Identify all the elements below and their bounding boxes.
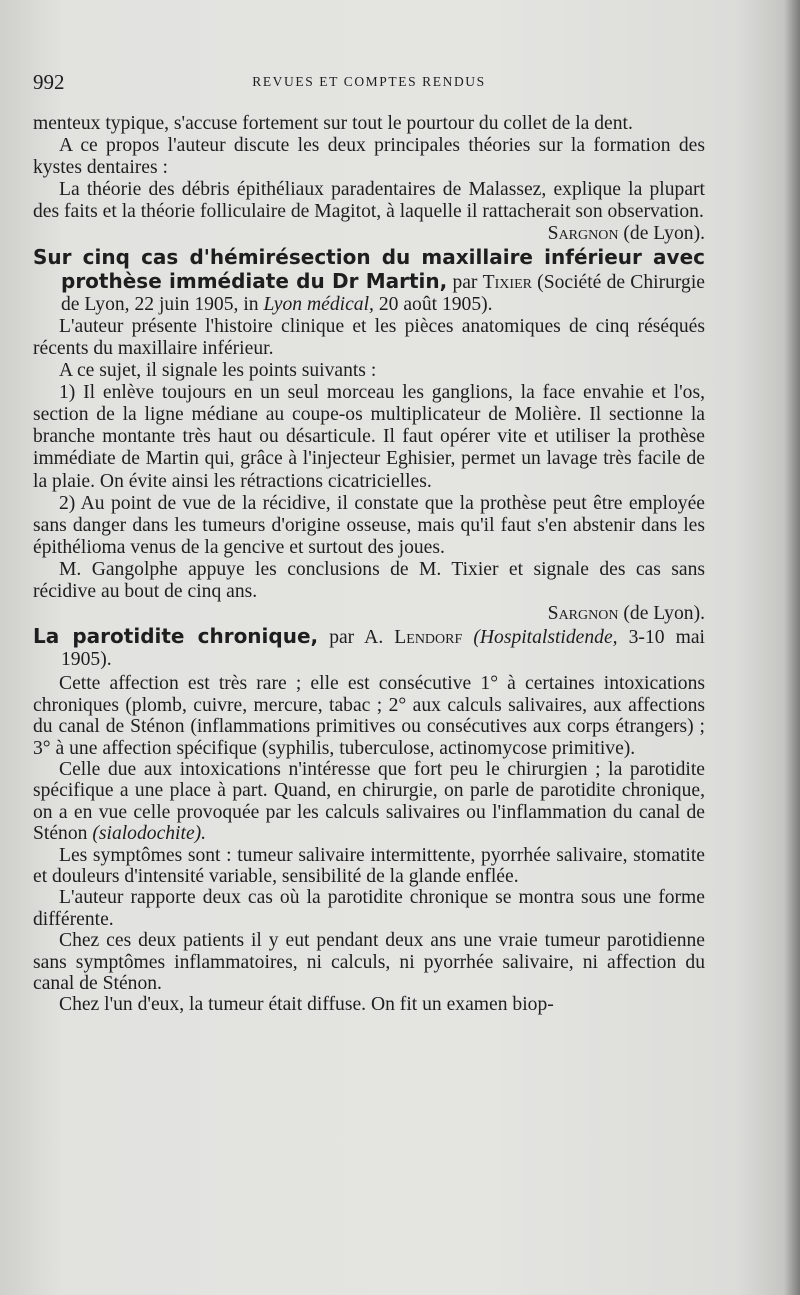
article3-paragraph-3: Les symptômes sont : tumeur salivaire intermittente, pyorrhée salivaire, stomatite et douleurs d'intensité variable, sensibilité de la glande enflée. bbox=[33, 844, 705, 887]
signature-name: Sargnon bbox=[547, 223, 619, 245]
article3-paragraph-5: Chez ces deux patients il y eut pendant deux ans une vraie tumeur parotidienne sans symptômes inflammatoires, ni calculs, ni pyorrhée salivaire, ni affection du canal de Sténon. bbox=[33, 930, 705, 995]
page-number: 992 bbox=[33, 70, 65, 94]
article3-paragraph-2-text: Celle due aux intoxications n'intéresse que fort peu le chirurgien ; la parotidite spécifique a une place à part. Quand, en chirurgie, on parle de parotidite chronique, on a en vue celle provoquée par les calculs salivaires ou l'inflammation du canal de Sténon bbox=[33, 758, 705, 845]
article2-title: Sur cinq cas d'hémirésection du maxillaire inférieur avec prothèse immédiate du Dr Martin, bbox=[33, 244, 705, 293]
page-edge-shadow bbox=[784, 0, 800, 1295]
article2-ref-journal: Lyon médical, bbox=[263, 293, 374, 315]
page-body bbox=[33, 113, 705, 1016]
article2-paragraph-4: 2) Au point de vue de la récidive, il constate que la prothèse peut être employée sans danger dans les tumeurs d'origine osseuse, mais qu'il faut s'en abstenir dans les épithélioma venus de la gencive et surtout des joues. bbox=[33, 492, 705, 558]
article1-paragraph-2: A ce propos l'auteur discute les deux principales théories sur la formation des kystes dentaires : bbox=[33, 135, 705, 179]
article2-ref-date: 20 août 1905). bbox=[378, 293, 493, 315]
article2-ref-rest: (Société de Chirurgie de Lyon, 22 juin 1905, in bbox=[61, 271, 705, 315]
article3-paragraph-4: L'auteur rapporte deux cas où la parotidite chronique se montra sous une forme différente. bbox=[33, 887, 705, 930]
article2-ref-par: par bbox=[452, 271, 478, 293]
article1-paragraph-1: menteux typique, s'accuse fortement sur tout le pourtour du collet de la dent. bbox=[33, 113, 633, 134]
article2-heading bbox=[33, 246, 705, 316]
article1-paragraph-3-text: La théorie des débris épithéliaux paradentaires de Malassez, explique la plupart des faits et la théorie folliculaire de Magitot, à laquelle il rattacherait son observation. bbox=[33, 179, 705, 223]
article3-paragraph-2-term: (sialodochite). bbox=[92, 823, 207, 845]
running-head: REVUES ET COMPTES RENDUS bbox=[252, 74, 486, 89]
article3-paragraph-6: Chez l'un d'eux, la tumeur était diffuse. On fit un examen biop- bbox=[59, 994, 554, 1016]
article1-paragraph-3 bbox=[33, 179, 705, 223]
article3-ref-author: Lendorf bbox=[394, 627, 463, 649]
page-header bbox=[33, 70, 705, 100]
article3-body bbox=[33, 673, 705, 1016]
article2-paragraph-2: A ce sujet, il signale les points suivants : bbox=[59, 360, 377, 382]
signature-place: (de Lyon). bbox=[623, 603, 705, 625]
article2-paragraph-5: M. Gangolphe appuye les conclusions de M. Tixier et signale des cas sans récidive au bout de cinq ans. bbox=[33, 558, 705, 602]
article3-paragraph-2 bbox=[33, 759, 705, 845]
article3-paragraph-1: Cette affection est très rare ; elle est consécutive 1° à certaines intoxications chroniques (plomb, cuivre, mercure, tabac ; 2° aux calculs salivaires, aux affections du canal de Sténon (inflammations primitives ou consécutives aux corps étrangers) ; 3° à une affection spécifique (syphilis, tuberculose, actinomycose primitive). bbox=[33, 673, 705, 759]
signature-place: (de Lyon). bbox=[623, 223, 705, 245]
article2-ref-author: Tixier bbox=[482, 271, 532, 293]
article3-title: La parotidite chronique, bbox=[33, 624, 319, 649]
article1-signature bbox=[33, 223, 705, 245]
article2-paragraph-1: L'auteur présente l'histoire clinique et les pièces anatomiques de cinq réséqués récents du maxillaire inférieur. bbox=[33, 315, 705, 359]
article3-ref-journal: (Hospitalstidende, bbox=[473, 627, 618, 649]
signature-name: Sargnon bbox=[547, 603, 619, 625]
article2-paragraph-3: 1) Il enlève toujours en un seul morceau les ganglions, la face envahie et l'os, section de la ligne médiane au coupe-os multiplicateur de Molière. Il sectionne la branche montante très haut ou désarticule. Il faut opérer vite et utiliser la prothèse immédiate de Martin qui, grâce à l'injecteur Eghisier, permet un lavage très facile de la plaie. On évite ainsi les rétractions cicatricielles. bbox=[33, 382, 705, 492]
article2-signature bbox=[33, 603, 705, 625]
article3-ref-par: par A. bbox=[329, 627, 384, 649]
article3-heading bbox=[33, 625, 705, 671]
article3-ref-date: 3-10 mai 1905). bbox=[61, 627, 705, 671]
